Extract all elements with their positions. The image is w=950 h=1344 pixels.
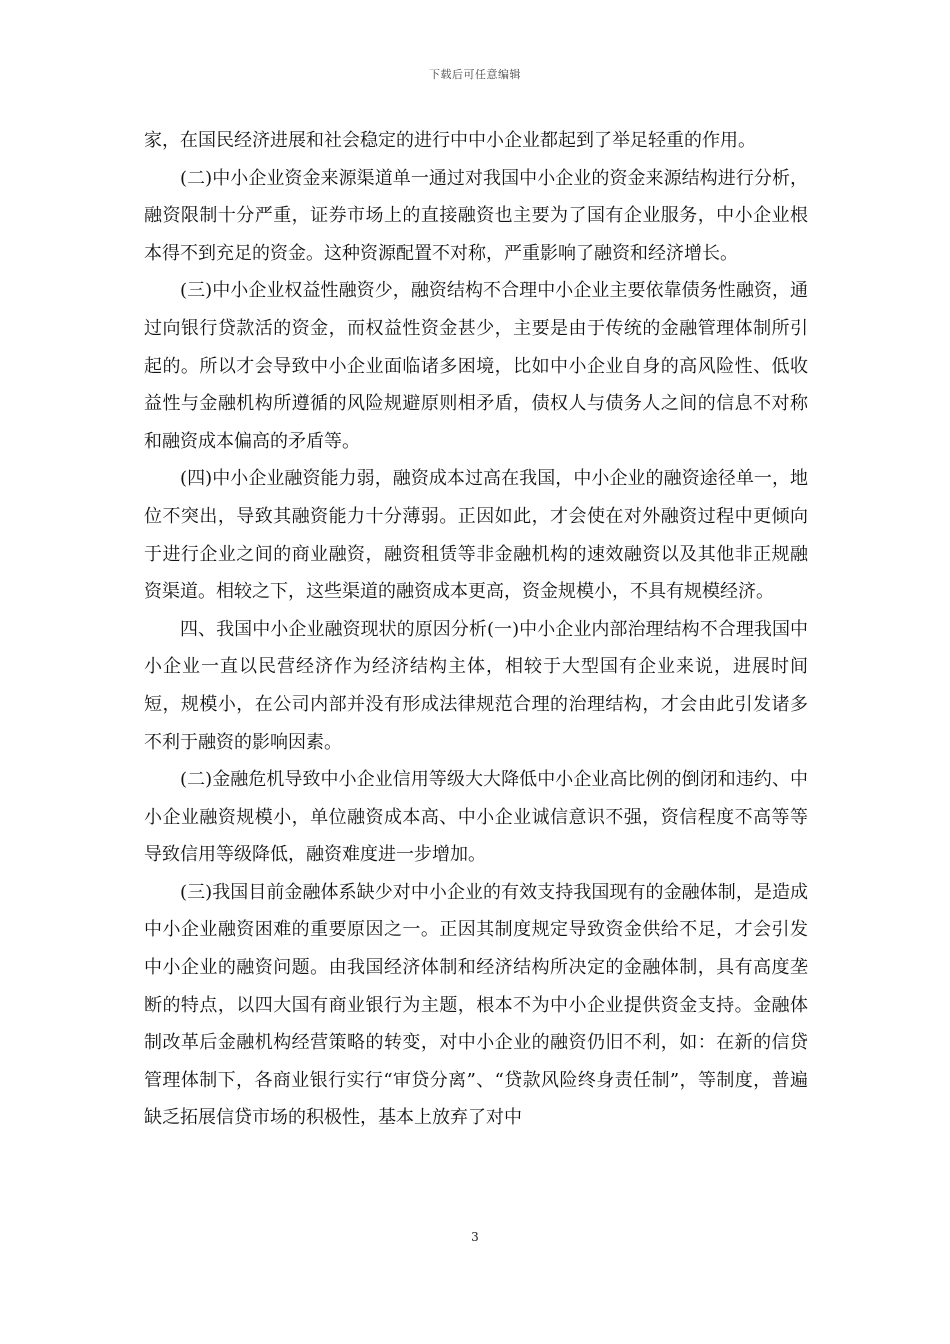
page-header: 下载后可任意编辑 [429, 68, 521, 81]
paragraph-3: (三)中小企业权益性融资少，融资结构不合理中小企业主要依靠债务性融资，通过向银行贷款活的资金，而权益性资金甚少，主要是由于传统的金融管理体制所引起的。所以才会导致中小企业面临诸多困境，比如中小企业自身的高风险性、低收益性与金融机构所遵循的风险规避原则相矛盾，债权人与债务人之间的信息不对称和融资成本偏高的矛盾等。 [144, 280, 808, 452]
paragraph-2: (二)中小企业资金来源渠道单一通过对我国中小企业的资金来源结构进行分析，融资限制十分严重，证券市场上的直接融资也主要为了国有企业服务，中小企业根本得不到充足的资金。这种资源配置不对称，严重影响了融资和经济增长。 [144, 167, 808, 264]
page-number: 3 [471, 1230, 479, 1244]
document-body [144, 122, 808, 1137]
paragraph-7: (三)我国目前金融体系缺少对中小企业的有效支持我国现有的金融体制，是造成中小企业融资困难的重要原因之一。正因其制度规定导致资金供给不足，才会引发中小企业的融资问题。由我国经济体制和经济结构所决定的金融体制，具有高度垄断的特点，以四大国有商业银行为主题，根本不为中小企业提供资金支持。金融体制改革后金融机构经营策略的转变，对中小企业的融资仍旧不利，如：在新的信贷管理体制下，各商业银行实行“审贷分离”、“贷款风险终身责任制”，等制度，普遍缺乏拓展信贷市场的积极性，基本上放弃了对中 [144, 881, 808, 1129]
paragraph-6: (二)金融危机导致中小企业信用等级大大降低中小企业高比例的倒闭和违约、中小企业融资规模小，单位融资成本高、中小企业诚信意识不强，资信程度不高等等导致信用等级降低，融资难度进一步增加。 [144, 769, 808, 866]
paragraph-4: (四)中小企业融资能力弱，融资成本过高在我国，中小企业的融资途径单一，地位不突出，导致其融资能力十分薄弱。正因如此，才会使在对外融资过程中更倾向于进行企业之间的商业融资，融资租赁等非金融机构的速效融资以及其他非正规融资渠道。相较之下，这些渠道的融资成本更高，资金规模小，不具有规模经济。 [144, 468, 808, 603]
paragraph-5: 四、我国中小企业融资现状的原因分析(一)中小企业内部治理结构不合理我国中小企业一直以民营经济作为经济结构主体，相较于大型国有企业来说，进展时间短，规模小，在公司内部并没有形成法律规范合理的治理结构，才会由此引发诸多不利于融资的影响因素。 [144, 618, 808, 753]
paragraph-1: 家，在国民经济进展和社会稳定的进行中中小企业都起到了举足轻重的作用。 [144, 130, 756, 151]
